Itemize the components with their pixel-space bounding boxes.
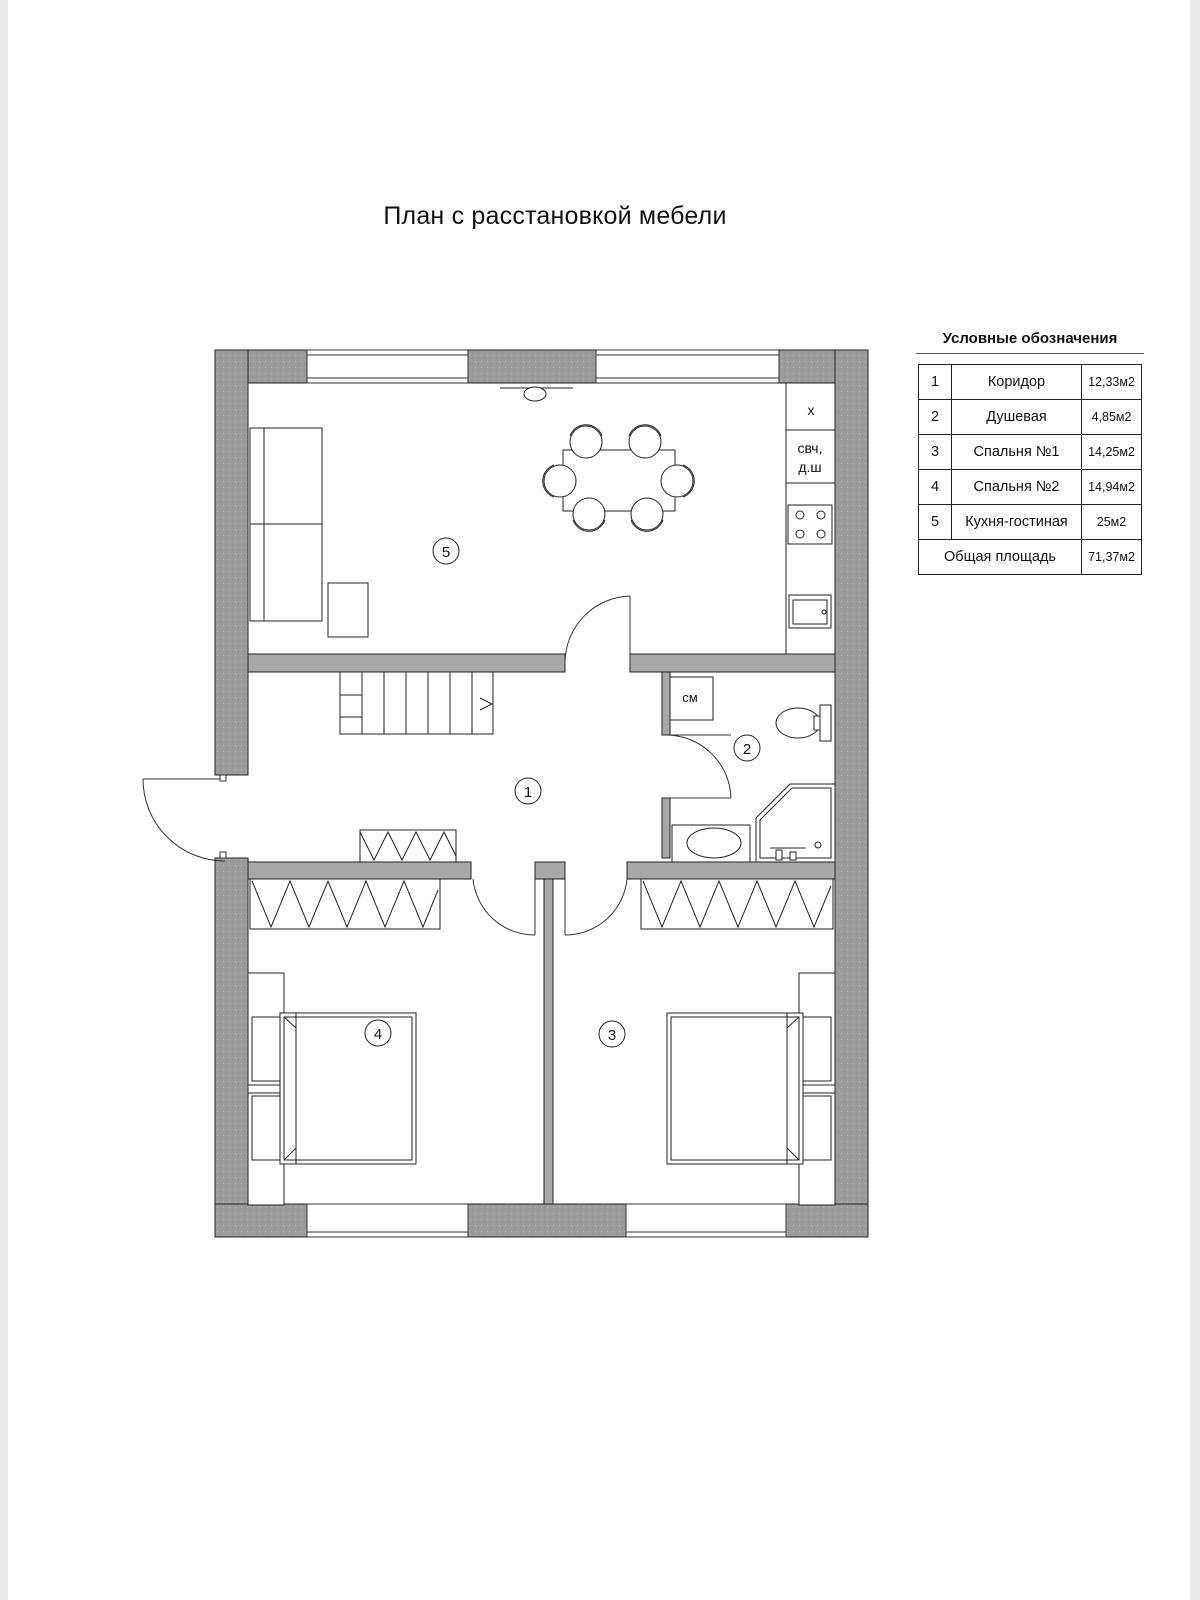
room-number: 2: [919, 400, 952, 435]
bedroom-3-furniture: [641, 879, 835, 1205]
dining-chair: [629, 425, 661, 458]
room-name: Душевая: [952, 400, 1082, 435]
total-area-value: 71,37м2: [1082, 540, 1142, 575]
svg-text:2: 2: [742, 741, 752, 758]
room-area: 4,85м2: [1082, 400, 1142, 435]
page-title: План с расстановкой мебели: [383, 202, 727, 230]
fridge-label: х: [807, 402, 815, 418]
room-marker-2: [734, 735, 760, 761]
table-row: [919, 435, 1142, 470]
room-area: 14,25м2: [1082, 435, 1142, 470]
room-name: Спальня №2: [952, 470, 1082, 505]
dining-set: [543, 425, 695, 532]
room-number: 4: [919, 470, 952, 505]
kitchen-furniture: [250, 383, 835, 654]
room-number: 5: [919, 505, 952, 540]
legend: [916, 330, 1144, 575]
staircase: [340, 672, 493, 734]
svg-text:1: 1: [523, 784, 533, 801]
svg-text:4: 4: [373, 1026, 383, 1043]
room-name: Спальня №1: [952, 435, 1082, 470]
dining-chair: [661, 465, 694, 497]
room-area: 25м2: [1082, 505, 1142, 540]
total-area-label: Общая площадь: [919, 540, 1082, 575]
dining-chair: [570, 425, 602, 458]
dishwasher-label: д.ш: [798, 459, 822, 475]
room-area: 14,94м2: [1082, 470, 1142, 505]
table-row: [919, 365, 1142, 400]
table-row: [919, 400, 1142, 435]
room-name: Коридор: [952, 365, 1082, 400]
legend-table: [918, 364, 1142, 575]
room-marker-3: [599, 1021, 625, 1047]
table-row: [919, 470, 1142, 505]
table-row-total: [919, 540, 1142, 575]
room-number: 3: [919, 435, 952, 470]
svg-text:5: 5: [441, 544, 451, 561]
room-marker-5: [433, 538, 459, 564]
dining-chair: [573, 498, 605, 531]
bedroom-4-furniture: [248, 879, 440, 1205]
dining-chair: [631, 498, 663, 531]
room-number: 1: [919, 365, 952, 400]
room-marker-4: [365, 1020, 391, 1046]
legend-title: Условные обозначения: [916, 330, 1144, 354]
room-marker-1: [515, 778, 541, 804]
dining-chair: [543, 465, 576, 497]
room-area: 12,33м2: [1082, 365, 1142, 400]
entrance-door: [143, 775, 226, 861]
corridor-cabinet: [360, 830, 456, 862]
microwave-label: свч,: [797, 440, 823, 456]
washer-label: см: [682, 690, 698, 705]
table-row: [919, 505, 1142, 540]
svg-text:3: 3: [607, 1027, 617, 1044]
room-name: Кухня-гостиная: [952, 505, 1082, 540]
